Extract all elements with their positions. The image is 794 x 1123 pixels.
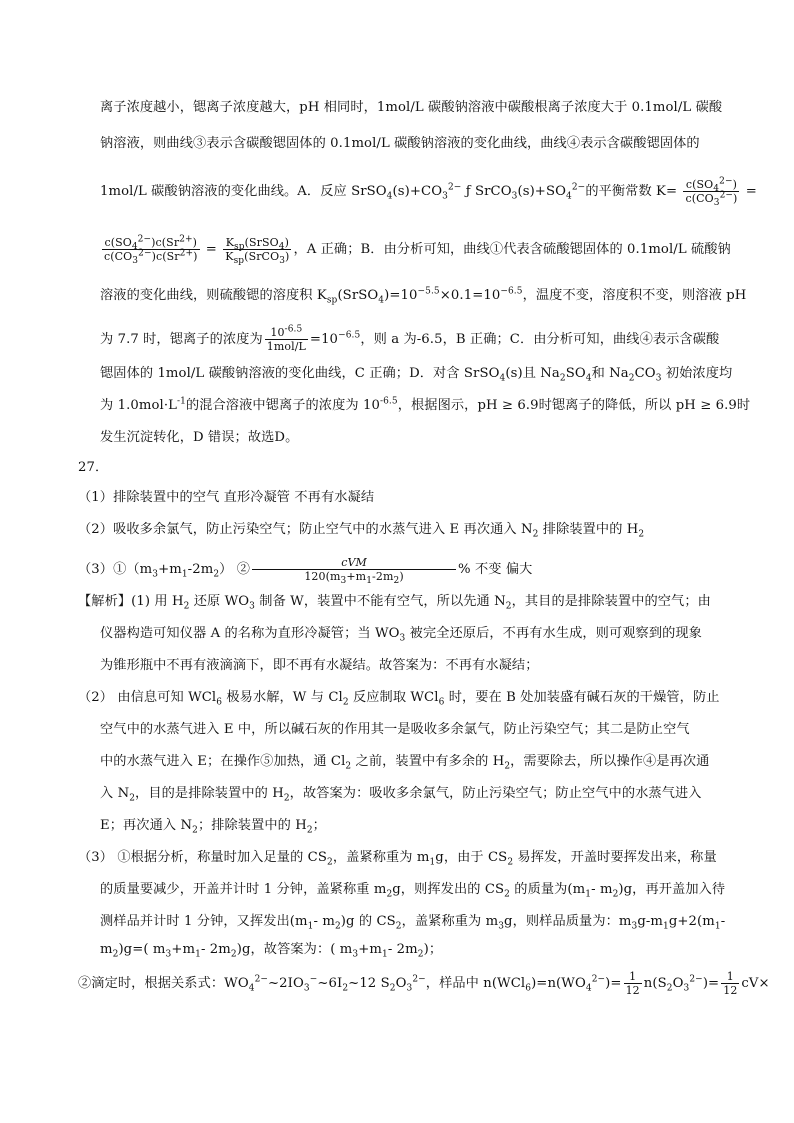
text-line: 为 7.7 时，锶离子的浓度为 $\frac{10^{-6.5}}{\text{1mol/L}}$ $=10^{-6.5}$，则 a 为-6.5，B 正确；C．由分析可知，曲线④表示含碳酸 [100,324,720,353]
text-line: E；再次通入 $N_2$；排除装置中的 $H_2$； [100,818,326,836]
text-line: 【解析】(1) 用 $H_2$ 还原 $WO_3$ 制备 W，装置中不能有空气，所以先通 $N_2$，其目的是排除装置中的空气；由 [78,594,711,612]
text-line: 发生沉淀转化，D 错误；故选D。 [100,430,299,445]
text-line: 为锥形瓶中不再有液滴滴下，即不再有水凝结。故答案为：不再有水凝结； [100,658,539,673]
text-line: ②滴定时，根据关系式：$WO_4^{2-}\sim 2IO_3^-\sim 6I_2\sim 12$ $S_2O_3^{2-}$，样品中 $n(WCl_6)=n(WO_4^{2-})=$ $\frac{1}{12}$ $n(S_2O_3^{2-})=$ $\frac{1}{12}$ cV× [78,970,770,997]
k-fraction: $\frac{c(SO_4^{2-})}{c(CO_3^{2-})}$ [685,176,738,209]
answer-3: $(3)①(m_3+m_1-2m_2)$ ② $\frac{\text{cVM}}{120(m_3+m_1-2m_2)}$ % 不变 偏大 [78,556,533,587]
text-line: 溶液的变化曲线，则硫酸锶的溶度积 $K_{sp}(SrSO_4)=10^{-5.5}\times 0.1=10^{-6.5}$，温度不变，溶度积不变，则溶液 pH [100,286,747,306]
text-line: $\frac{c(SO_4^{2-})c(Sr^{2+})}{c(CO_3^{2-})c(Sr^{2+})}$ = $\frac{K_{sp}(SrSO_4)}{K_{sp}(SrCO_3)}$ ，A 正确；B．由分析可知，曲线①代表含硫酸锶固体的 0.1mol/L 硫酸钠 [104,234,731,267]
text-line: $m_2)g=$( $m_3+m_1-$ $2m_2)g$，故答案为：( $m_3+m_1-$ $2m_2$)； [100,942,443,960]
text-line: 的质量要减少，开盖并计时 1 分钟，盖紧称重 $m_2g$，则挥发出的 $CS_2$ 的质量为($m_1-$ $m_2)g$，再开盖加入待 [100,882,726,900]
text-line: 空气中的水蒸气进入 E 中，所以碱石灰的作用其一是吸收多余氯气，防止污染空气；其二是防止空气 [100,722,690,737]
answer-fraction: $\frac{\text{cVM}}{120(m_3+m_1-2m_2)}$ [252,556,456,583]
text-line: 中的水蒸气进入 E；在操作⑤加热，通 $Cl_2$ 之前，装置中有多余的 $H_2$，需要除去，所以操作④是再次通 [100,754,710,772]
text-line: 1mol/L 碳酸钠溶液的变化曲线。A．反应 $SrSO_4(s)+CO_3^{2-}$ ƒ $SrCO_3(s)+SO_4^{2-}$的平衡常数 K= $\frac{c(SO_4^{2-})}{c(CO_3^{2-})}$ = [100,176,757,209]
answer-2: （2）吸收多余氯气，防止污染空气；防止空气中的水蒸气进入 E 再次通入 $N_2$ 排除装置中的 $H_2$ [78,522,645,540]
twelfth-fraction: $\frac{1}{12}$ [625,970,640,997]
text-line: （2） 由信息可知 WCl$_6$ 极易水解，W 与 $Cl_2$ 反应制取 WCl$_6$ 时，要在 B 处加装盛有碱石灰的干燥管，防止 [78,690,720,708]
text-line: 入 $N_2$，目的是排除装置中的 $H_2$，故答案为：吸收多余氯气，防止污染空气；防止空气中的水蒸气进入 [100,786,702,804]
text-line: 锶固体的 1mol/L 碳酸钠溶液的变化曲线，C 正确；D．对含 SrSO$_4$(s)且 $Na_2SO_4$和 $Na_2CO_3$ 初始浓度均 [100,366,733,384]
twelfth-fraction: $\frac{1}{12}$ [723,970,738,997]
ksp-fraction: $\frac{K_{sp}(SrSO_4)}{K_{sp}(SrCO_3)}$ [225,236,290,267]
text-line: 离子浓度越小，锶离子浓度越大，pH 相同时，1mol/L 碳酸钠溶液中碳酸根离子浓度大于 0.1mol/L 碳酸 [100,100,723,115]
text-line: 钠溶液，则曲线③表示含碳酸锶固体的 0.1mol/L 碳酸钠溶液的变化曲线，曲线④表示含碳酸锶固体的 [100,136,700,151]
text-line: 仪器构造可知仪器 A 的名称为直形冷凝管；当 $WO_3$ 被完全还原后，不再有水生成，则可观察到的现象 [100,626,702,644]
text-line: （3） ①根据分析，称量时加入足量的 $CS_2$，盖紧称重为 $m_1g$，由于 $CS_2$ 易挥发，开盖时要挥发出来，称量 [78,850,717,868]
answer-1: （1）排除装置中的空气 直形冷凝管 不再有水凝结 [78,490,375,505]
text-line: 为 $1.0mol\cdot L^{-1}$的混合溶液中锶离子的浓度为 $10^{-6.5}$，根据图示，pH ≥ 6.9时锶离子的降低，所以 pH ≥ 6.9时 [100,396,751,413]
text-line: 测样品并计时 1 分钟，又挥发出($m_1-$ $m_2)g$ 的 $CS_2$，盖紧称重为 $m_3g$，则样品质量为：$m_3g-m_1g+2(m_1-$ [100,914,726,932]
question-number: 27． [78,460,109,475]
c-fraction: $\frac{c(SO_4^{2-})c(Sr^{2+})}{c(CO_3^{2-})c(Sr^{2+})}$ [104,234,198,267]
sr-fraction: $\frac{10^{-6.5}}{\text{1mol/L}}$ [266,324,306,353]
